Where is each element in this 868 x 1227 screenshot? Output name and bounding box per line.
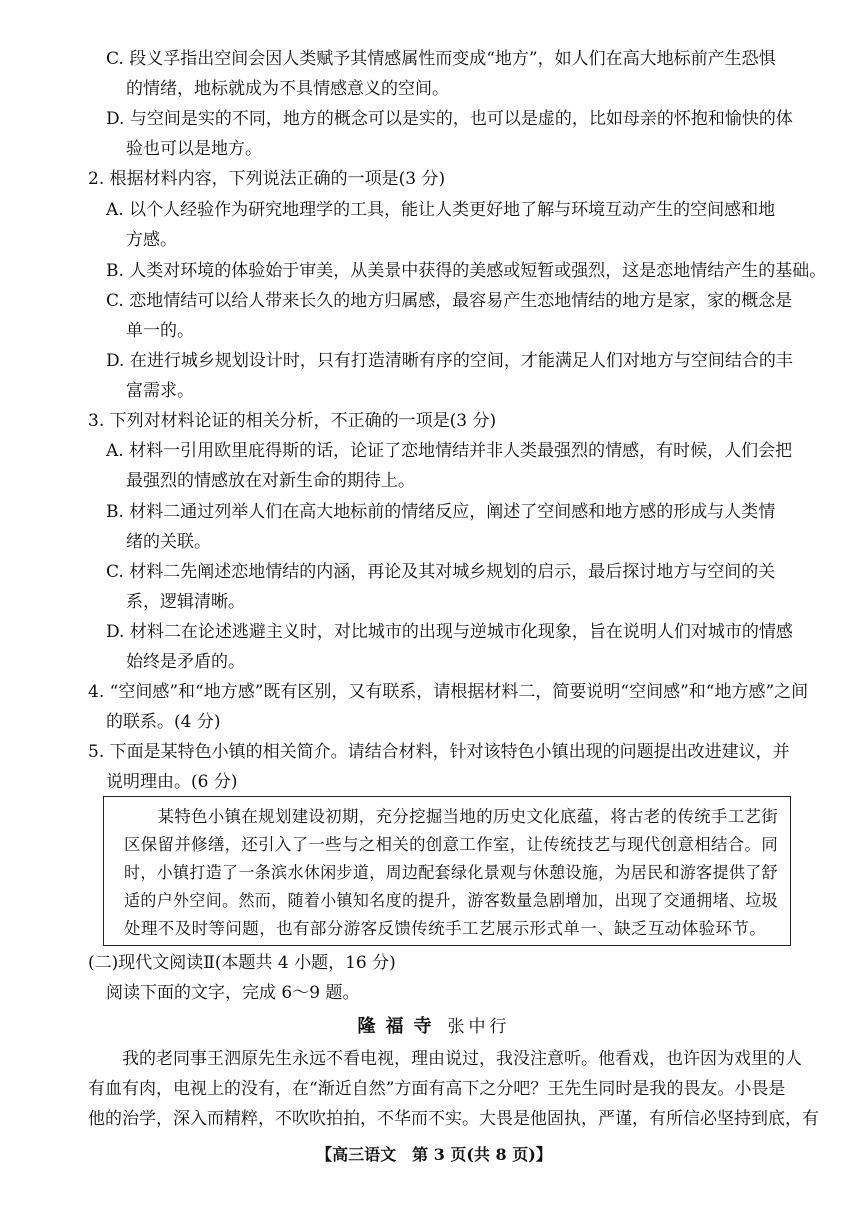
section-instruction: 阅读下面的文字，完成 6～9 题。: [106, 983, 360, 1003]
q3-option-d-line1: D. 材料二在论述逃避主义时，对比城市的出现与逆城市化现象，旨在说明人们对城市的情感: [106, 622, 793, 642]
article-title-row: [0, 1012, 868, 1042]
q3-option-b-line2: 绪的关联。: [126, 532, 211, 552]
q1-option-c-line1: C. 段义孚指出空间会因人类赋予其情感属性而变成“地方”，如人们在高大地标前产生恐惧: [106, 49, 776, 69]
article-paragraph-line: 有血有肉，电视上的没有，在“渐近自然”方面有高下之分吧？王先生同时是我的畏友。小畏是: [88, 1079, 786, 1099]
q3-option-c-line1: C. 材料二先阐述恋地情结的内涵，再论及其对城乡规划的启示，最后探讨地方与空间的关: [106, 562, 776, 582]
q2-option-a-line1: A. 以个人经验作为研究地理学的工具，能让人类更好地了解与环境互动产生的空间感和地: [106, 200, 776, 220]
q3-option-d-line2: 始终是矛盾的。: [126, 652, 245, 672]
q2-option-c-line1: C. 恋地情结可以给人带来长久的地方归属感，最容易产生恋地情结的地方是家，家的概念是: [106, 291, 793, 311]
q2-option-d-line1: D. 在进行城乡规划设计时，只有打造清晰有序的空间，才能满足人们对地方与空间结合的丰: [106, 351, 793, 371]
q2-option-a-line2: 方感。: [126, 230, 177, 250]
q5-stem-line1: 5. 下面是某特色小镇的相关简介。请结合材料，针对该特色小镇出现的问题提出改进建议，并: [88, 742, 790, 762]
article-title: 隆福寺: [357, 1016, 442, 1037]
q1-option-d-line1: D. 与空间是实的不同，地方的概念可以是实的，也可以是虚的，比如母亲的怀抱和愉快的体: [106, 109, 793, 129]
q5-material-box: [103, 796, 791, 946]
q3-stem: 3. 下列对材料论证的相关分析，不正确的一项是(3 分): [88, 411, 497, 431]
q4-stem-line2: 的联系。(4 分): [106, 712, 221, 732]
q2-option-d-line2: 富需求。: [126, 381, 194, 401]
q5-material-line: 区保留并修缮，还引入了一些与之相关的创意工作室，让传统技艺与现代创意相结合。同: [124, 835, 779, 854]
section-heading: (二)现代文阅读Ⅱ(本题共 4 小题，16 分): [88, 953, 396, 973]
article-author: 张中行: [447, 1017, 511, 1037]
q2-option-b-line1: B. 人类对环境的体验始于审美，从美景中获得的美感或短暂或强烈，这是恋地情结产生的基础。: [106, 261, 827, 281]
q2-stem: 2. 根据材料内容，下列说法正确的一项是(3 分): [88, 169, 446, 189]
q1-option-d-line2: 验也可以是地方。: [126, 139, 262, 159]
q3-option-a-line2: 最强烈的情感放在对新生命的期待上。: [126, 471, 415, 491]
q1-option-c-line2: 的情绪，地标就成为不具情感意义的空间。: [126, 79, 449, 99]
q5-stem-line2: 说明理由。(6 分): [106, 772, 238, 792]
q3-option-c-line2: 系，逻辑清晰。: [126, 592, 245, 612]
q5-material-line: 时，小镇打造了一条滨水休闲步道，周边配套绿化景观与休憩设施，为居民和游客提供了舒: [124, 863, 779, 882]
q5-material-line: 某特色小镇在规划建设初期，充分挖掘当地的历史文化底蕴，将古老的传统手工艺街: [124, 807, 779, 826]
q5-material-line: 处理不及时等问题，也有部分游客反馈传统手工艺展示形式单一、缺乏互动体验环节。: [124, 919, 767, 938]
q5-material-line: 适的户外空间。然而，随着小镇知名度的提升，游客数量急剧增加，出现了交通拥堵、垃圾: [124, 891, 779, 910]
q2-option-c-line2: 单一的。: [126, 321, 194, 341]
article-paragraph-line: 他的治学，深入而精粹，不吹吹拍拍，不华而不实。大畏是他固执，严谨，有所信必坚持到底，有: [88, 1109, 819, 1129]
q3-option-a-line1: A. 材料一引用欧里庇得斯的话，论证了恋地情结并非人类最强烈的情感，有时候，人们会把: [106, 441, 793, 461]
page-footer: 【高三语文 第 3 页(共 8 页)】: [316, 1145, 552, 1164]
q3-option-b-line1: B. 材料二通过列举人们在高大地标前的情绪反应，阐述了空间感和地方感的形成与人类情: [106, 502, 776, 522]
article-paragraph-line: 我的老同事王泗原先生永远不看电视，理由说过，我没注意听。他看戏，也许因为戏里的人: [88, 1049, 802, 1069]
q4-stem-line1: 4. “空间感”和“地方感”既有区别，又有联系，请根据材料二，简要说明“空间感”和“地方感”之间: [88, 682, 809, 702]
